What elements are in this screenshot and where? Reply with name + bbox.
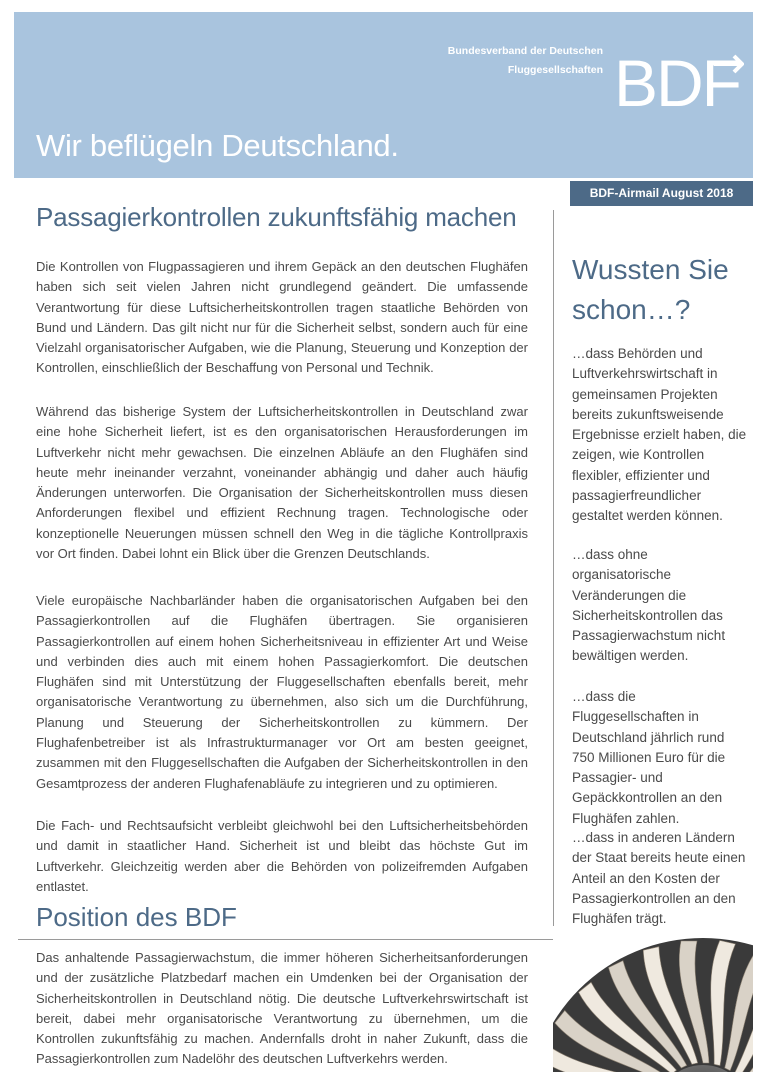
slogan: Wir beflügeln Deutschland. (36, 128, 399, 163)
jet-engine-icon (553, 938, 753, 1072)
organization-name (448, 42, 603, 80)
sidebar-fact-3: …dass die Fluggesellschaften in Deutschland jährlich rund 750 Millionen Euro für die Passagier- und Gepäckkontrollen an den Flughäfen zahlen. (572, 689, 726, 826)
org-line-1: Bundesverband der Deutschen (447, 45, 603, 57)
org-line-2: Fluggesellschaften (507, 64, 603, 76)
article-title: Passagierkontrollen zukunftsfähig machen (36, 202, 517, 232)
turbine-image (553, 938, 753, 1072)
header-banner (14, 12, 753, 178)
column-divider (553, 210, 554, 926)
sidebar-fact-4: …dass in anderen Ländern der Staat bereits heute einen Anteil an den Kosten der Passagierkontrollen an den Flughäfen trägt. (572, 830, 746, 927)
position-title: Position des BDF (36, 902, 237, 932)
article-paragraph-4: Die Fach- und Rechtsaufsicht verbleibt gleichwohl bei den Luftsicherheitsbehörden und damit in staatlicher Hand. Sicherheit ist und bleibt das höchste Gut im Luftverkehr. Gleichzeitig werden aber die Behörden von polizeifremden Aufgaben entlastet. (36, 818, 528, 894)
article-paragraph-1: Die Kontrollen von Flugpassagieren und ihrem Gepäck an den deutschen Flughäfen haben sich seit vielen Jahren nicht grundlegend geändert. Die umfassende Verantwortung für diese Luftsicherheitskontrollen tragen staatliche Behörden von Bund und Ländern. Das gilt nicht nur für die Sicherheit selbst, sondern auch für eine Vielzahl organisatorischer Aufgaben, wie die Planung, Steuerung und Konzeption der Kontrollen, einschließlich der Beschaffung von Personal und Technik. (36, 259, 528, 376)
sidebar-title: Wussten Sie schon…? (572, 254, 729, 325)
position-paragraph: Das anhaltende Passagierwachstum, die immer höheren Sicherheitsanforderungen und der zusätzliche Platzbedarf machen ein Umdenken bei der Organisation der Sicherheitskontrollen in Deutschland nötig. Die deutsche Luftverkehrswirtschaft ist bereit, dabei mehr organisatorische Verantwortung zu übernehmen, um die Kontrollen zukunftsfähig zu machen. Andernfalls droht in naher Zukunft, dass die Passagierkontrollen zum Nadelöhr des deutschen Luftverkehrs werden. (36, 950, 528, 1067)
bdf-logo-icon (614, 34, 744, 114)
article-paragraph-3: Viele europäische Nachbarländer haben die organisatorischen Aufgaben bei den Passagierkontrollen auf die Flughäfen übertragen. Sie organisieren Passagierkontrollen auf einem hohen Sicherheitsniveau in effizienter Art und Weise und verbinden dies auch mit einem hohen Passagierkomfort. Die deutschen Flughäfen sind mit Unterstützung der Fluggesellschaften ebenfalls bereit, mehr organisatorische Verantwortung zu übernehmen, also sich um die Durchführung, Planung und Steuerung der Sicherheitskontrollen zu kümmern. Der Flughafenbetreiber ist als Infrastrukturmanager vor Ort am besten geeignet, zusammen mit den Fluggesellschaften die Aufgaben der Sicherheitskontrollen in den Gesamtprozess der anderen Flughafenabläufe zu integrieren und zu optimieren. (36, 593, 528, 791)
issue-badge: BDF-Airmail August 2018 (570, 181, 753, 206)
article-paragraph-2: Während das bisherige System der Luftsicherheitskontrollen in Deutschland zwar eine hohe Sicherheit liefert, ist es den organisatorischen Herausforderungen im Luftverkehr nicht mehr gewachsen. Die einzelnen Abläufe an den Flughäfen sind heute mehr ineinander verzahnt, voneinander abhängig und daher auch häufig Änderungen unterworfen. Die Organisation der Sicherheitskontrollen muss diesen Anforderungen flexibel und effizient Rechnung tragen. Technologische oder konzeptionelle Neuerungen müssen schnell den Weg in die tägliche Kontrollpraxis vor Ort finden. Dabei lohnt ein Blick über die Grenzen Deutschlands. (36, 404, 528, 562)
sidebar-fact-1: …dass Behörden und Luftverkehrswirtschaft in gemeinsamen Projekten bereits zukunftsweisende Ergebnisse erzielt haben, die zeigen, wie Kontrollen flexibler, effizienter und passagierfreundlicher gestaltet werden können. (572, 346, 747, 524)
section-divider (18, 939, 554, 940)
logo-text: BDF (614, 46, 740, 114)
sidebar-fact-2: …dass ohne organisatorische Veränderungen die Sicherheitskontrollen das Passagierwachstum nicht bewältigen werden. (572, 547, 726, 664)
